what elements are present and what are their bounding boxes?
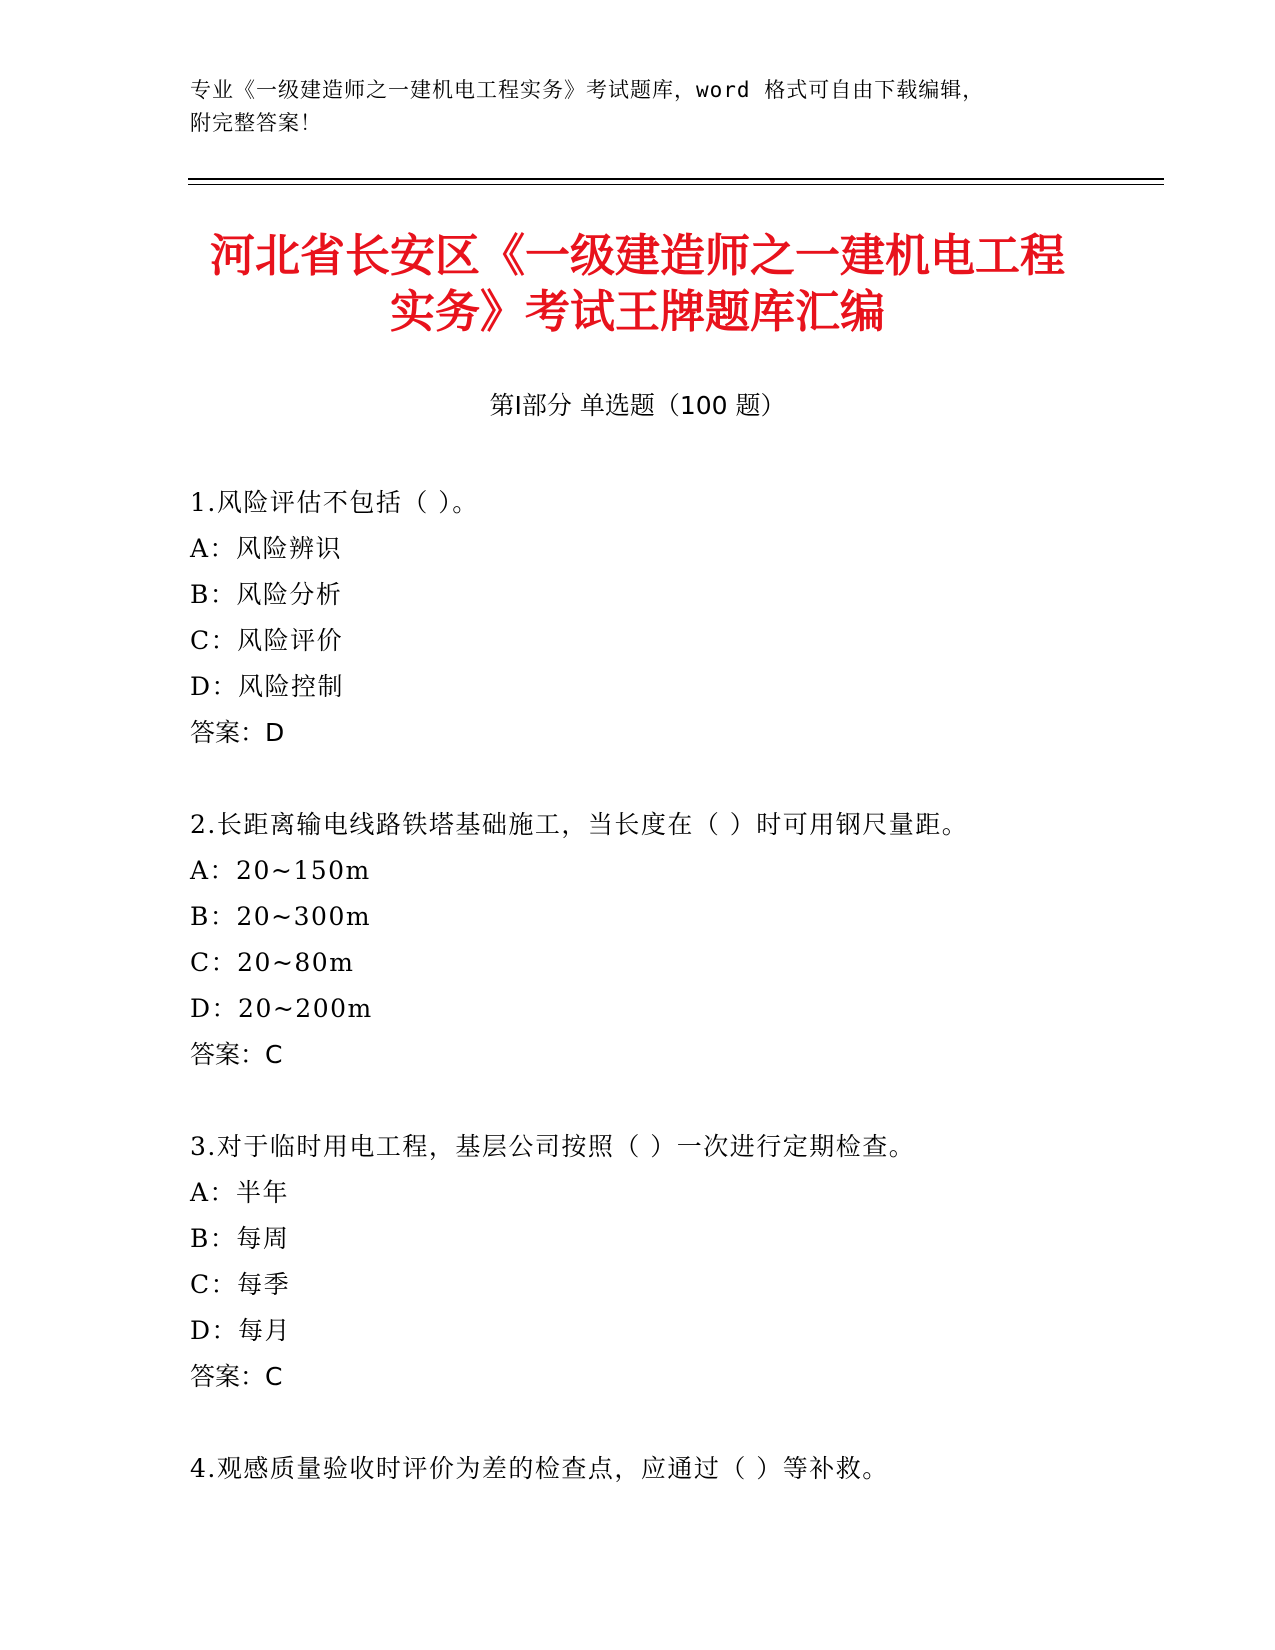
question-stem: 1.风险评估不包括（ ）。 xyxy=(190,488,479,517)
question-item xyxy=(190,1124,1150,1400)
question-stem: 3.对于临时用电工程，基层公司按照（ ）一次进行定期检查。 xyxy=(190,1132,916,1161)
question-option-d: D：每月 xyxy=(190,1316,292,1345)
question-option-b: B：20~300m xyxy=(190,902,372,931)
question-option-c: C：风险评价 xyxy=(190,626,344,655)
section-heading: 第Ⅰ部分 单选题（100 题） xyxy=(489,391,786,420)
question-item xyxy=(190,1446,1150,1492)
header-note-line-1: 专业《一级建造师之一建机电工程实务》考试题库，word 格式可自由下载编辑， xyxy=(190,78,985,102)
question-answer: 答案：D xyxy=(190,718,285,747)
document-title xyxy=(150,228,1125,340)
question-stem: 2.长距离输电线路铁塔基础施工，当长度在（ ）时可用钢尺量距。 xyxy=(190,810,969,839)
document-title-line-2: 实务》考试王牌题库汇编 xyxy=(389,285,885,338)
header-note-line-2: 附完整答案！ xyxy=(190,111,322,135)
header-note xyxy=(190,74,1090,140)
question-item xyxy=(190,480,1150,756)
question-option-c: C：20~80m xyxy=(190,948,355,977)
question-option-a: A：20~150m xyxy=(190,856,371,885)
question-answer: 答案：C xyxy=(190,1040,283,1069)
document-title-line-1: 河北省长安区《一级建造师之一建机电工程 xyxy=(209,229,1065,282)
question-list xyxy=(190,480,1150,1538)
header-divider-thin xyxy=(188,184,1164,185)
question-option-d: D：风险控制 xyxy=(190,672,345,701)
question-option-a: A：风险辨识 xyxy=(190,534,343,563)
header-divider-thick xyxy=(188,178,1164,180)
question-option-c: C：每季 xyxy=(190,1270,291,1299)
question-stem: 4.观感质量验收时评价为差的检查点，应通过（ ）等补救。 xyxy=(190,1454,889,1483)
question-option-d: D：20~200m xyxy=(190,994,373,1023)
question-option-a: A：半年 xyxy=(190,1178,290,1207)
question-item xyxy=(190,802,1150,1078)
question-option-b: B：每周 xyxy=(190,1224,290,1253)
question-answer: 答案：C xyxy=(190,1362,283,1391)
question-option-b: B：风险分析 xyxy=(190,580,343,609)
